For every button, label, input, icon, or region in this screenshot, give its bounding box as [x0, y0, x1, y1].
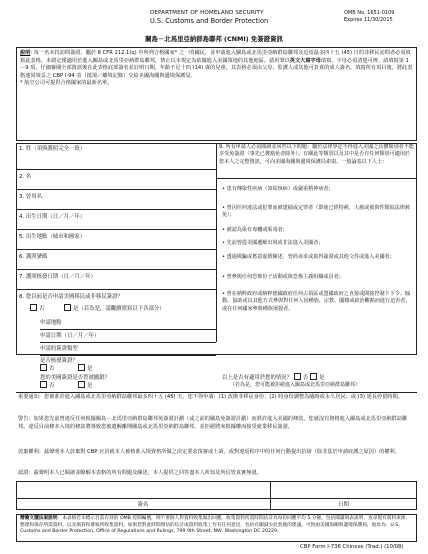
- field-apply-place: 申請地點: [40, 320, 62, 326]
- bullet-persecution: • 曾在納粹政府或納粹德國政府任何占領區或盟國政府之直接或間接控制下下令、煽動、協助或以其他方式參與對任何人因種族、宗教、國籍或政治觀點而進行迫害者，或在任何國家參與種族屠殺者。: [222, 291, 411, 312]
- visa-revoked-yes[interactable]: 是: [78, 381, 92, 389]
- bullet-criminal: • 曾因任何違法或犯罪而被逮捕或定罪者（即使已經特赦、大赦或被與性類似法律赦免）；: [222, 205, 411, 219]
- visa-granted-yes[interactable]: 是: [78, 364, 92, 372]
- agency-name: DEPARTMENT OF HOMELAND SECURITY: [150, 10, 264, 16]
- bullet-deported: • 先前曾從美國遞解出境或非法進入美國者；: [222, 240, 324, 246]
- instructions-text-1: : 每一名未持訪問簽證、屬於 8 CFR 212.1(q) 中所列合格國家* 之一的國民，並申請進入關島或北馬里亞納群島聯邦及逗留最多四十五 (45) 日的非移民訪問者必須填寫此表格。本證定僅適用於進入關島或北馬里亞納群島聯邦，禁止以本規定為依據進入美國領地的其他地區。請用筆以: [20, 50, 411, 64]
- bullet-drugs: • 被認為染有毒癮或販毒者；: [222, 227, 288, 233]
- visa-granted-no[interactable]: 否: [40, 364, 54, 372]
- signature-label: 簽名: [137, 502, 149, 508]
- certification-paragraph: 認證：茲聲明本人已閱讀並瞭解本表格的所有問題及陳述。本人提供之回答盡本人所知及所信皆真實無訛。: [18, 470, 262, 476]
- field-visa-revoked: 您的美國簽證是否曾被撤銷？: [40, 375, 111, 381]
- question-9: 9. 所有申請人必須閱讀並回答以下問題：屬於法律界定不得進入美國之具體類別者不能享受免簽證（事先已獲豁免者除外）。有關此等類別以及其中是否有任何類別可適用於您本人之完整資訊，可向美國海關與邊境保護局索取。一般論基以下人士：: [219, 144, 414, 165]
- instructions-text-2: 填寫，字母必須清楚可辨。請填寫第 1－9 項，仔細審閱全部資訊後在此表格底部簽名並註明日期。年齡不足十四 (14) 歲的兒童，其表格必須由父母、監護人或其他可負責的成人簽名。填寫所有項目後，將此表格連同填妥之 CBP I-94 表（抵境／離境記錄）交給美國海關與邊境保護局。: [20, 57, 413, 79]
- paperwork-notice: 精簡文牘法案說明：本表格若未標示目前有效的 OMB 控制編號，則不要個人對資料收集做出回應。收集資料所需時間估計為每份回應平均 5 分鐘。包括閱讀填表說明、查尋現有資料來源、整理和保存所需資料，以及填寫和審核所收集資料。如果您對此時間預估的估計或資料收集工作有任何意見，包括有關減少此負擔的建議，可致函美國海關與邊境保護局，地址為：U.S. Customs and Border Protection, Office of Regulations and Rulings, 799 9th Street, NW, Washington DC 20229.: [16, 514, 417, 542]
- instructions-box: [16, 47, 417, 141]
- field-passport-number: 6. 護照號碼: [19, 254, 48, 260]
- field-passport-issue-date: 7. 護照核發日期（日／月／年）: [19, 274, 96, 280]
- omb-number: OMB No. 1651-0109: [344, 10, 395, 16]
- field-previous-visa: 8. 您以前是否申請美國移民或非移民簽證？: [19, 294, 123, 300]
- bullet-fraud: • 透過欺騙或蓄意虛假陳述，曾經尋求或取得簽證或其他文件或進入美國者；: [222, 254, 395, 260]
- checkbox-icon[interactable]: [294, 373, 301, 380]
- bullet-communicable-disease: • 患有傳染性疾病（如結核病）或嚴重精神病者；: [222, 186, 334, 192]
- form-number: CBP Form I-736 Chinese (Trad.) (10/08): [300, 544, 404, 550]
- checkbox-icon[interactable]: [78, 364, 85, 371]
- field-other-names: 3. 曾用名: [19, 194, 43, 200]
- previous-visa-no[interactable]: 否: [30, 304, 44, 312]
- bullet-terrorism: • 曾參與任何恐怖份子活動或與恐怖主義組織成員者；: [222, 274, 344, 280]
- field-given-name: 2. 名: [19, 174, 32, 180]
- important-notice: 重要通知：您被准許進入關島或北馬里亞納群島聯邦最多四十五 (45) 天，您不得申請：(1) 改換非移民身份；(2) 時身份調整為臨時或永久居民；或 (3) 延長停留時間。: [18, 394, 403, 400]
- applies-question: 以上是否有適用於您的情況？ 否 是: [222, 375, 325, 381]
- waiver-paragraph: 放棄權利：茲聲明本人放棄對 CBP 官員就本人被核准入境資格所做之決定要求復審或上訴，或對違返程序中的任何行動提出抗辯（除非基於申請庇護之原因）的權利。: [18, 449, 400, 455]
- form-title: 關島－北馬里亞納群島聯邦 (CNMI) 免簽證資訊: [145, 35, 283, 43]
- paperwork-label: 精簡文牘法案說明: [20, 516, 58, 521]
- instructions-note: * 航空公司可提供合格國家的最新名單。: [20, 80, 113, 87]
- field-surname: 1. 姓（須與護照完全一致）: [19, 146, 86, 152]
- checkbox-icon[interactable]: [30, 304, 37, 311]
- agency-subname: U.S. Customs and Border Protection: [150, 17, 269, 25]
- applies-note: （若為是，您可能被拒絕進入關島或北馬里亞納群島聯邦）: [230, 382, 361, 388]
- checkbox-icon[interactable]: [40, 364, 47, 371]
- instructions-bold: 英文大寫字母: [289, 57, 321, 64]
- cbp-address: U.S. Customs and Border Protection, Office of Regulations and Rulings, 799 9th Street, NW, Washington DC 20229.: [20, 522, 400, 535]
- checkbox-icon[interactable]: [64, 304, 71, 311]
- field-birth-date: 4. 出生日期（日／月／年）: [19, 214, 86, 220]
- visa-revoked-no[interactable]: 否: [40, 381, 54, 389]
- field-birth-place: 5. 出生地點（城市和國家）: [19, 234, 86, 240]
- field-visa-type: 申請的簽證類型: [40, 346, 78, 352]
- warning-paragraph: 警告：如果您先前曾違反任何根據關島－北馬里亞納群島聯邦免簽證計劃（或之前的關島免簽證計劃）而准許進入美國的條款，您就沒有資格進入關島或北馬里亞納群島聯邦。違反目前條本入境的條款將導致您被遣解離開關島或北馬里亞納群島聯邦，並拒絕將來根據權而接受就業移民簽證。: [18, 416, 408, 430]
- date-label: 日期: [338, 502, 349, 508]
- field-visa-granted: 是否核發簽證？: [40, 358, 78, 364]
- expiry-date: Expires 11/30/2015: [344, 17, 393, 23]
- checkbox-icon[interactable]: [310, 373, 317, 380]
- instructions-label: 說明: [20, 50, 31, 56]
- field-apply-date: 申請日期（日／月／年）: [40, 333, 100, 339]
- checkbox-icon[interactable]: [40, 381, 47, 388]
- previous-visa-yes[interactable]: 是（若為是，請繼續填寫以下各部分）: [64, 304, 165, 312]
- checkbox-icon[interactable]: [78, 381, 85, 388]
